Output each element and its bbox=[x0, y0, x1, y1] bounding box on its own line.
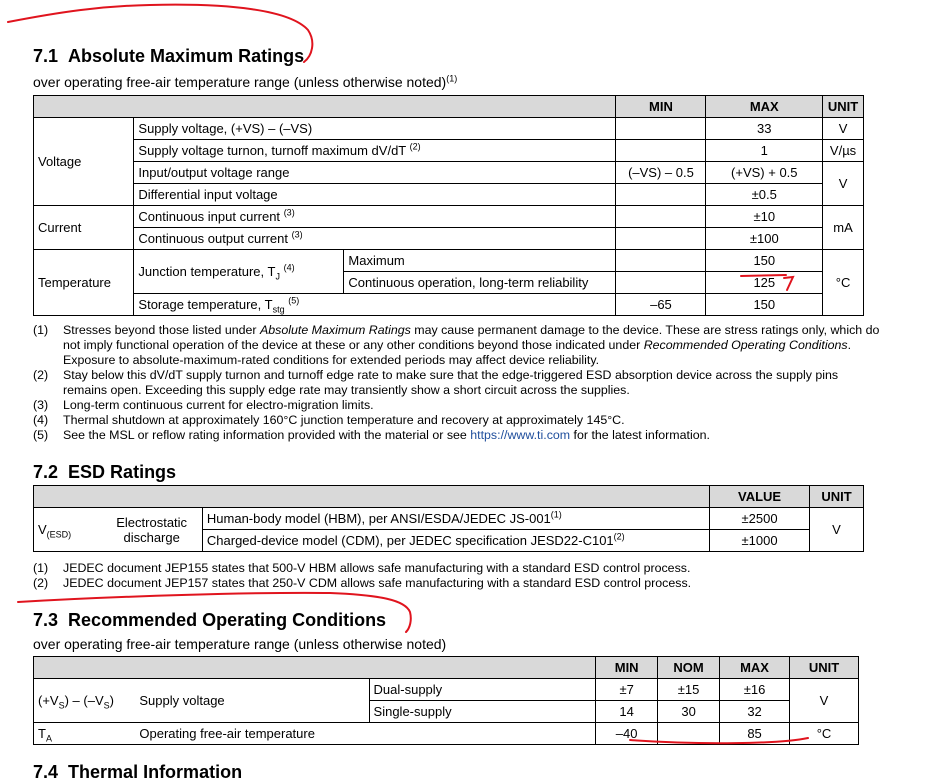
section-7-4-title: 7.4 Thermal Information bbox=[33, 762, 243, 782]
table-row: Temperature Junction temperature, $T_J$ $^{(4)}$ Maximum 150 °C bbox=[34, 250, 864, 272]
section-7-1-subtitle: over operating free-air temperature range (unless otherwise noted)$^{(1)}$ bbox=[33, 73, 458, 90]
table-row: $T_A$ Operating free-air temperature –40 85 °C bbox=[34, 723, 859, 745]
section-7-3-title: 7.3 Recommended Operating Conditions bbox=[33, 610, 387, 630]
table-row: Continuous output current $^{(3)}$ ±100 bbox=[34, 228, 864, 250]
section-7-1-title: 7.1 Absolute Maximum Ratings bbox=[33, 46, 305, 66]
table-row: $V_{(ESD)}$ Electrostatic discharge Human-body model (HBM), per ANSI/ESDA/JEDEC JS-001$^{(1)}$ ±2500 V bbox=[34, 508, 864, 530]
table-row: Voltage Supply voltage, (+VS) – (–VS) 33 V bbox=[34, 118, 864, 140]
table-row: Input/output voltage range (–VS) – 0.5 (+VS) + 0.5 V bbox=[34, 162, 864, 184]
table-row: Supply voltage turnon, turnoff maximum dV/dT $^{(2)}$ 1 V/µs bbox=[34, 140, 864, 162]
footnote: (5) See the MSL or reflow rating information provided with the material or see https://www.ti.com for the latest information. bbox=[33, 428, 710, 442]
table-row: Storage temperature, $T_{stg}$ $^{(5)}$ –65 150 bbox=[34, 294, 864, 316]
table-row: Continuous operation, long-term reliability 125 bbox=[34, 272, 864, 294]
table-row: Charged-device model (CDM), per JEDEC specification JESD22-C101$^{(2)}$ ±1000 bbox=[34, 530, 864, 552]
table-row: $(+V_S) - (-V_S)$ Supply voltage Dual-supply ±7 ±15 ±16 V bbox=[34, 679, 859, 701]
footnote: (4) Thermal shutdown at approximately 160°C junction temperature and recovery at approximately 145°C. bbox=[33, 413, 625, 427]
table-header-row: MIN MAX UNIT bbox=[34, 96, 864, 118]
table-header-row: MIN NOM MAX UNIT bbox=[34, 657, 859, 679]
table-row: Current Continuous input current $^{(3)}$ ±10 mA bbox=[34, 206, 864, 228]
recommended-operating-conditions-table bbox=[33, 656, 859, 745]
section-7-2-notes bbox=[33, 561, 883, 591]
footnote: (1) JEDEC document JEP155 states that 500-V HBM allows safe manufacturing with a standard ESD control process. bbox=[33, 561, 691, 575]
absolute-max-ratings-table bbox=[33, 95, 864, 316]
section-7-1-notes bbox=[33, 323, 883, 443]
ti-website-link[interactable]: https://www.ti.com bbox=[470, 428, 571, 442]
table-header-row: VALUE UNIT bbox=[34, 486, 864, 508]
footnote: (2) Stay below this dV/dT supply turnon and turnoff edge rate to make sure that the edge-triggered ESD absorption device across the supply pins remains open. Exceeding this supply edge rate may transiently show a short circuit across the supplies. bbox=[33, 368, 839, 397]
footnote: (2) JEDEC document JEP157 states that 250-V CDM allows safe manufacturing with a standard ESD control process. bbox=[33, 576, 692, 590]
footnote: (3) Long-term continuous current for electro-migration limits. bbox=[33, 398, 374, 412]
table-row: Single-supply 14 30 32 bbox=[34, 701, 859, 723]
section-7-2-title: 7.2 ESD Ratings bbox=[33, 462, 177, 482]
section-7-3-subtitle: over operating free-air temperature range (unless otherwise noted) bbox=[33, 636, 447, 652]
esd-ratings-table bbox=[33, 485, 864, 552]
footnote: (1) Stresses beyond those listed under Absolute Maximum Ratings may cause permanent damage to the device. These are stress ratings only, which do not imply functional operation of the device at these or any other conditions beyond those indicated under Recommended Operating Conditions. Exposure to absolute-maximum-rated conditions for extended periods may affect device reliability. bbox=[33, 323, 880, 367]
table-row: Differential input voltage ±0.5 bbox=[34, 184, 864, 206]
